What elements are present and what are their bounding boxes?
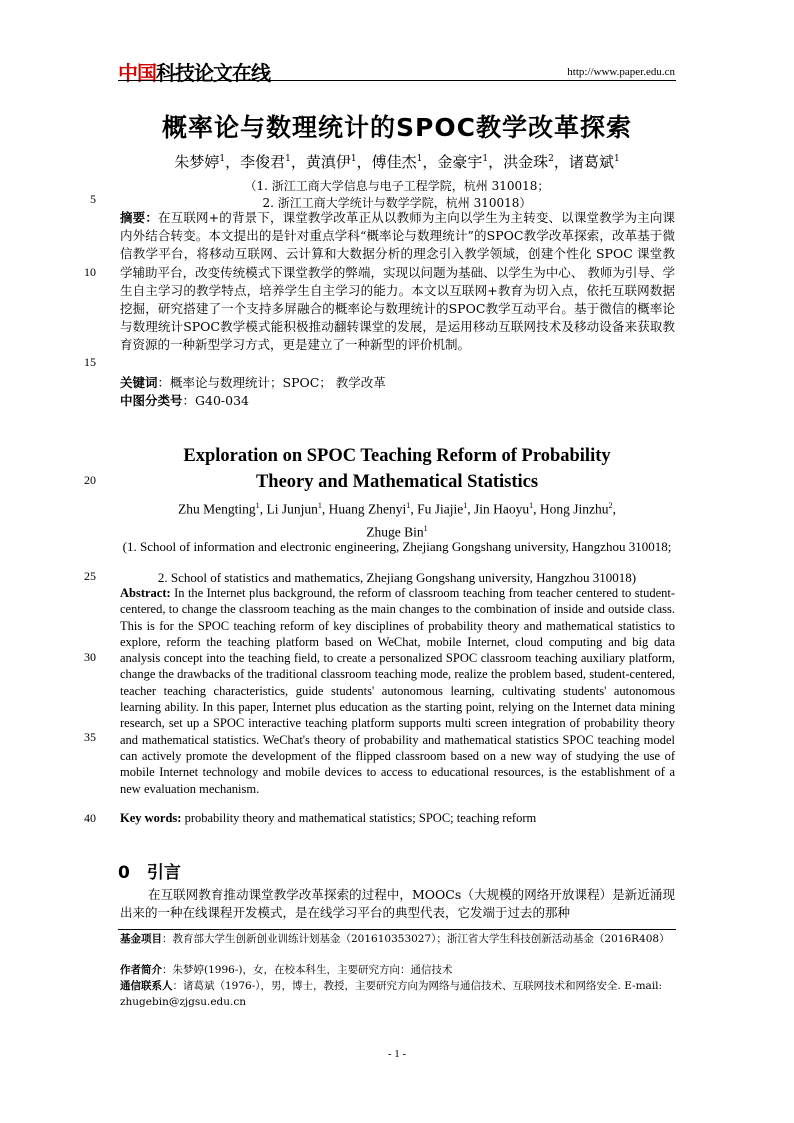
english-affiliation-2: 2. School of statistics and mathematics, Zhejiang Gongshang university, Hangzhou 310018): [157, 570, 637, 585]
chinese-affiliation-2: 2. 浙江工商大学统计与数学学院，杭州 310018）: [262, 196, 532, 210]
author-affil-mark: 1: [350, 154, 357, 164]
author-affil-mark: 2: [548, 154, 554, 164]
abstract-label: Abstract:: [120, 586, 171, 600]
author-affil-mark: 1: [285, 154, 291, 164]
site-logo: [118, 57, 270, 86]
contact-label: 通信联系人: [120, 980, 173, 992]
author-affil-mark: 1: [482, 154, 489, 164]
author-name: Zhu Mengting: [178, 501, 256, 517]
line-number: 40: [84, 811, 96, 825]
fund-text: ：教育部大学生创新创业训练计划基金（201610353027）；浙江省大学生科技创新活动基金（2016R408）: [162, 933, 670, 945]
author-name: 黄滇伊: [305, 153, 351, 171]
classification-label: 中图分类号: [120, 393, 183, 408]
author-affil-mark: 1: [406, 501, 411, 510]
author-intro-label: 作者简介: [120, 964, 162, 976]
keywords-label: 关键词: [120, 375, 158, 390]
chinese-title: 概率论与数理统计的SPOC教学改革探索: [162, 113, 632, 142]
footnote-fund: [120, 932, 675, 948]
abstract-text: In the Internet plus background, the reform of classroom teaching from teacher centered to student-centered, to change the classroom teaching as the main changes to the combination of inside and outside class. This is for the SPOC teaching reform of key disciplines of probability theory and mathematical statistics to explore, reform the teaching platform based on WeChat, mobile Internet, cloud computing and big data analysis concept into the teaching field, to create a personalized SPOC classroom teaching auxiliary platform, change the drawbacks of the traditional classroom teaching mode, realize the problem based, student-centered, teacher teaching characteristics, guide students' autonomous learning, cultivating students' autonomous learning ability. In this paper, Internet plus education as the starting point, relying on the Internet data mining research, set up a SPOC interactive teaching platform supports multi screen integration of probability theory and mathematical statistics. WeChat's theory of probability and mathematical statistics SPOC teaching model can actively promote the development of the flipped classroom based on a new way of studying the use of mobile Internet technology and mobile devices to access to educational resources, is the establishment of a new evaluation mechanism.: [120, 586, 675, 796]
line-number: 30: [84, 650, 96, 664]
author-name: 洪金珠: [503, 153, 549, 171]
chinese-authors: 朱梦婷$^1$，李俊君$^1$，黄滇伊$^1$，傅佳杰$^1$，金豪宇$^1$，洪金珠$^2$，诸葛斌$^1$: [174, 153, 620, 171]
english-authors: Zhu Mengting$^1$, Li Junjun$^1$, Huang Zhenyi$^1$, Fu Jiajie$^1$, Jin Haoyu$^1$, Hong Jinzhu$^2$, Zhuge Bin$^1$: [178, 501, 616, 539]
author-affil-mark: 1: [423, 523, 428, 533]
author-affil-mark: 1: [219, 154, 226, 164]
author-affil-mark: 1: [529, 501, 534, 510]
line-number: 25: [84, 569, 96, 583]
abstract-text: 在互联网+的背景下，课堂教学改革正从以教师为主向以学生为主转变、以课堂教学为主向课内外结合转变。本文提出的是针对重点学科“概率论与数理统计”的SPOC教学改革探索，改革基于微信教学平台，将移动互联网、云计算和大数据分析的理念引入教学领域，创建个性化 SPOC 课堂教学辅助平台，改变传统模式下课堂教学的弊端，实现以问题为基础、以学生为中心、 教师为引导、学生自主学习的教学特点，培养学生自主学习的能力。本文以互联网+教育为切入点，依托互联网数据挖掘，研究搭建了一个支持多屏融合的概率论与数理统计的SPOC教学互动平台。基于微信的概率论与数理统计SPOC教学模式能积极推动翻转课堂的发展，是运用移动互联网技术及移动设备来获取教育资源的一种新型学习方式，更是建立了一种新型的评价机制。: [120, 210, 675, 353]
header-url[interactable]: http://www.paper.edu.cn: [567, 66, 675, 78]
keywords-label: Key words:: [120, 811, 182, 825]
section-heading: 0 引言: [118, 863, 181, 883]
chinese-classification: [120, 392, 675, 410]
footnote-rule: [118, 929, 676, 930]
introduction-paragraph: 在互联网教育推动课堂教学改革探索的过程中，MOOCs（大规模的网络开放课程）是新近涌现出来的一种在线课程开发模式，是在线学习平台的典型代表，它发端于过去的那种: [120, 887, 675, 920]
keywords-text: probability theory and mathematical statistics; SPOC; teaching reform: [181, 811, 537, 825]
contact-text: ：诸葛斌（1976-），男，博士，教授，主要研究方向为网络与通信技术、互联网技术和网络安全. E-mail: zhugebin@zjgsu.edu.cn: [120, 980, 663, 1008]
author-name: 诸葛斌: [568, 153, 614, 171]
classification-value: ：G40-034: [182, 393, 249, 408]
page-number: - 1 -: [387, 1048, 407, 1060]
logo-text-part1: 中国: [118, 61, 156, 85]
author-affil-mark: 1: [613, 154, 620, 164]
author-affil-mark: 1: [416, 154, 423, 164]
chinese-abstract: [120, 209, 675, 355]
footnote-contact: [120, 979, 675, 1010]
fund-label: 基金项目: [120, 933, 162, 945]
english-title-line1: Exploration on SPOC Teaching Reform of Probability: [183, 446, 611, 466]
author-affil-mark: 1: [255, 501, 260, 510]
author-name: 金豪宇: [437, 153, 483, 171]
chinese-keywords: [120, 374, 675, 392]
header-rule: [118, 80, 676, 81]
english-affiliation-1: (1. School of information and electronic engineering, Zhejiang Gongshang university, Hangzhou 310018;: [122, 539, 672, 554]
line-number: 15: [84, 355, 96, 369]
author-name: Zhuge Bin: [366, 524, 424, 539]
line-number: 10: [84, 265, 96, 279]
author-name: Hong Jinzhu: [539, 501, 609, 517]
english-abstract: [120, 585, 675, 797]
line-number: 35: [84, 730, 96, 744]
author-name: Jin Haoyu: [473, 501, 530, 517]
logo-text-part2: 科技论文在线: [156, 61, 270, 85]
english-title-line2: Theory and Mathematical Statistics: [255, 472, 539, 492]
author-affil-mark: 2: [608, 501, 613, 510]
abstract-label: 摘要：: [120, 210, 158, 225]
author-name: 傅佳杰: [371, 153, 417, 171]
author-name: 朱梦婷: [174, 153, 220, 171]
author-name: Huang Zhenyi: [328, 501, 407, 517]
keywords-text: ：概率论与数理统计；SPOC； 教学改革: [157, 375, 386, 390]
footnote-author: [120, 963, 675, 979]
author-affil-mark: 1: [317, 501, 322, 510]
chinese-affiliation-1: （1. 浙江工商大学信息与电子工程学院，杭州 310018；: [244, 179, 550, 193]
author-name: Fu Jiajie: [417, 501, 464, 517]
author-name: 李俊君: [240, 153, 286, 171]
english-keywords: [120, 810, 675, 826]
author-name: Li Junjun: [266, 501, 318, 517]
english-title: [118, 443, 676, 495]
author-intro-text: ：朱梦婷(1996-)，女，在校本科生，主要研究方向：通信技术: [162, 964, 453, 976]
line-number: 5: [90, 192, 96, 206]
line-number: 20: [84, 473, 96, 487]
author-affil-mark: 1: [463, 501, 468, 510]
